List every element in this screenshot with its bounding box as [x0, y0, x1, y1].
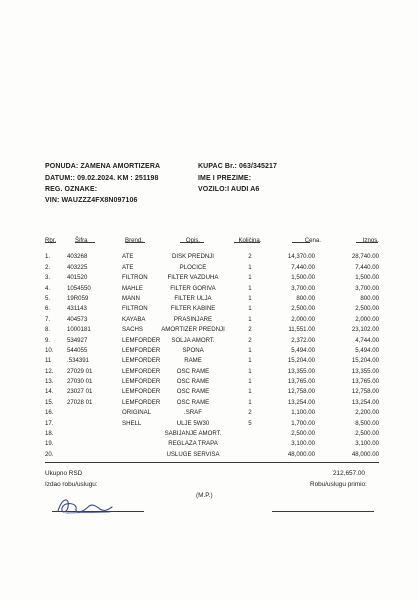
cell-sifra: 1000181	[67, 326, 91, 334]
cell-sifra: 534927	[67, 336, 88, 344]
table-row	[45, 304, 379, 314]
cell-rbr: 20.	[45, 450, 54, 458]
cell-iznos: 2,500.00	[355, 430, 379, 438]
cell-opis: FILTER GORIVA	[170, 284, 216, 292]
signature-image	[52, 493, 116, 517]
items-table	[45, 236, 379, 460]
cell-sifra: 401520	[67, 274, 88, 282]
cell-rbr: 3.	[45, 274, 51, 282]
cell-cena: 11,551.00	[288, 326, 315, 334]
issued-by-label: Izdao robu/uslugu:	[45, 481, 98, 488]
buyer-name-label: IME I PREZIME:	[198, 175, 252, 182]
cell-brend: ORIGINAL	[122, 409, 152, 417]
cell-iznos: 13,254.00	[351, 398, 379, 406]
cell-opis: AMORTIZER PREDNJI	[161, 326, 225, 334]
cell-brend: ATE	[122, 253, 134, 261]
cell-kolicina: 1	[248, 367, 252, 375]
receiver-signature-line	[272, 511, 374, 512]
cell-cena: 5,494.00	[291, 346, 315, 354]
cell-kolicina: 1	[248, 398, 252, 406]
table-row	[45, 284, 379, 294]
total-value: 212,657.00	[333, 470, 365, 477]
cell-kolicina: 1	[248, 378, 252, 386]
vin-line: VIN: WAUZZZ4FX8N097106	[45, 197, 138, 204]
cell-kolicina: 1	[248, 294, 252, 302]
table-row	[45, 419, 379, 429]
cell-rbr: 13.	[45, 378, 54, 386]
cell-cena: 15,204.00	[287, 357, 315, 365]
table-row	[45, 263, 379, 273]
cell-cena: 1,100.00	[291, 409, 315, 417]
cell-cena: 800.00	[296, 294, 315, 302]
date-mileage-line: DATUM:: 09.02.2024. KM : 251198	[45, 175, 159, 182]
table-header-row	[45, 236, 379, 246]
cell-cena: 13,355.00	[287, 367, 315, 375]
cell-rbr: 8.	[45, 326, 51, 334]
cell-brend: KAYABA	[122, 315, 146, 323]
cell-rbr: 6.	[45, 305, 51, 313]
table-row	[45, 336, 379, 346]
cell-rbr: 2.	[45, 263, 51, 271]
cell-kolicina: 1	[248, 315, 252, 323]
header-kolicina: Količina.	[238, 237, 262, 244]
cell-iznos: 2,200.00	[355, 409, 379, 417]
underline-iznos	[356, 242, 378, 243]
cell-brend: ATE	[122, 263, 134, 271]
cell-brend: LEMFORDER	[122, 346, 161, 354]
cell-sifra: 1054550	[67, 284, 91, 292]
cell-cena: 48,000.00	[287, 450, 315, 458]
cell-cena: 2,500.00	[291, 305, 315, 313]
cell-iznos: 12,758.00	[351, 388, 379, 396]
cell-rbr: 9.	[45, 336, 51, 344]
cell-kolicina: 2	[248, 253, 252, 261]
cell-iznos: 23,102.00	[351, 326, 379, 334]
cell-brend: LEMFORDER	[122, 367, 161, 375]
cell-brend: LEMFORDER	[122, 378, 161, 386]
cell-rbr: 10.	[45, 346, 54, 354]
cell-sifra: 27029 01	[67, 367, 93, 375]
underline-opis	[180, 242, 204, 243]
table-row	[45, 315, 379, 325]
cell-cena: 12,758.00	[287, 388, 315, 396]
table-row	[45, 387, 379, 397]
cell-iznos: 8,500.00	[355, 419, 379, 427]
cell-cena: 13,254.00	[287, 398, 315, 406]
cell-rbr: 7.	[45, 315, 51, 323]
header-iznos: Iznos.	[362, 237, 379, 244]
cell-opis: RAME	[184, 357, 202, 365]
cell-brend: FILTRON	[122, 305, 148, 313]
cell-brend: LEMFORDER	[122, 336, 161, 344]
table-row	[45, 367, 379, 377]
cell-brend: SHELL	[122, 419, 142, 427]
cell-iznos: 13,765.00	[351, 378, 379, 386]
cell-sifra: 431143	[67, 305, 87, 313]
cell-cena: 1,700.00	[291, 419, 315, 427]
cell-iznos: 3,100.00	[355, 440, 379, 448]
table-row	[45, 325, 379, 335]
cell-opis: PRASINJARE	[173, 315, 213, 323]
cell-rbr: 14.	[45, 388, 54, 396]
cell-opis: SPONA	[182, 346, 204, 354]
cell-brend: LEMFORDER	[122, 357, 161, 365]
cell-iznos: 5,494.00	[355, 346, 379, 354]
buyer-number: KUPAC Br.: 063/345217	[198, 163, 278, 170]
cell-sifra: 404573	[67, 315, 88, 323]
cell-cena: 1,500.00	[291, 274, 315, 282]
cell-cena: 2,500.00	[291, 430, 315, 438]
underline-rbr	[45, 242, 56, 243]
cell-iznos: 15,204.00	[351, 357, 379, 365]
table-row	[45, 429, 379, 439]
cell-kolicina: 1	[248, 305, 252, 313]
cell-iznos: 2,500.00	[355, 305, 379, 313]
cell-cena: 13,765.00	[287, 378, 315, 386]
cell-opis: .SRAF	[184, 409, 202, 417]
cell-opis: OSC RAME	[176, 378, 210, 386]
table-row	[45, 450, 379, 460]
table-row	[45, 356, 379, 366]
cell-cena: 3,100.00	[291, 440, 315, 448]
cell-iznos: 7,440.00	[355, 263, 379, 271]
cell-rbr: 18.	[45, 430, 54, 438]
cell-iznos: 48,000.00	[351, 450, 379, 458]
cell-cena: 14,370.00	[287, 253, 315, 261]
cell-brend: SACHS	[122, 326, 143, 334]
cell-kolicina: 1	[248, 284, 252, 292]
table-row	[45, 273, 379, 283]
cell-kolicina: 2	[248, 326, 252, 334]
cell-opis: FILTER KABINE	[170, 305, 216, 313]
cell-rbr: 17.	[45, 419, 54, 427]
cell-opis: OSC RAME	[176, 398, 210, 406]
cell-iznos: 1,500.00	[355, 274, 379, 282]
cell-cena: 3,700.00	[291, 284, 315, 292]
cell-kolicina: 2	[248, 409, 252, 417]
cell-opis: DISK PREDNJI	[172, 253, 214, 261]
cell-rbr: 19.	[45, 440, 54, 448]
cell-kolicina: 1	[248, 263, 252, 271]
cell-kolicina: 2	[248, 336, 252, 344]
cell-opis: PLOCICE	[179, 263, 207, 271]
cell-sifra: 27028 01	[67, 398, 93, 406]
header-opis: Opis.	[185, 237, 201, 244]
cell-opis: USLUGE SERVISA	[166, 450, 220, 458]
cell-opis: FILTER ULJA	[174, 294, 212, 302]
table-row	[45, 346, 379, 356]
registration-label: REG. OZNAKE:	[45, 186, 98, 193]
header-brend: Brend.	[125, 237, 143, 244]
table-row	[45, 294, 379, 304]
cell-iznos: 3,700.00	[355, 284, 379, 292]
header-rbr: Rbr.	[45, 237, 57, 244]
cell-brend: LEMFORDER	[122, 388, 161, 396]
table-row	[45, 377, 379, 387]
cell-rbr: 4.	[45, 284, 51, 292]
cell-opis: SOLJA AMORT.	[171, 336, 215, 344]
cell-rbr: 11	[45, 357, 52, 365]
table-body	[45, 252, 379, 460]
underline-kolicina	[234, 242, 260, 243]
cell-kolicina: 1	[248, 388, 252, 396]
cell-rbr: 15.	[45, 398, 54, 406]
cell-cena: 7,440.00	[291, 263, 315, 271]
received-by-label: Robu/uslugu primio:	[310, 481, 367, 488]
table-row	[45, 439, 379, 449]
cell-cena: 2,372.00	[291, 336, 315, 344]
cell-brend: FILTRON	[122, 274, 148, 282]
underline-sifra	[75, 242, 95, 243]
table-bottom-rule	[45, 462, 379, 463]
offer-title: PONUDA: ZAMENA AMORTIZERA	[45, 163, 161, 170]
cell-kolicina: 1	[248, 274, 252, 282]
header-sifra: Šifra	[75, 237, 88, 244]
cell-rbr: 16.	[45, 409, 54, 417]
cell-sifra: 403225	[67, 263, 88, 271]
underline-brend	[125, 242, 145, 243]
cell-iznos: 13,355.00	[351, 367, 379, 375]
cell-brend: MANN	[122, 294, 140, 302]
cell-opis: OSC RAME	[176, 388, 210, 396]
cell-sifra: 19R059	[67, 294, 89, 302]
vehicle-line: VOZILO:I AUDI A6	[198, 186, 260, 193]
cell-kolicina: 5	[248, 419, 252, 427]
cell-sifra: .534391	[67, 357, 90, 365]
total-label: Ukupno RSD	[45, 470, 83, 477]
cell-kolicina: 1	[248, 357, 252, 365]
cell-kolicina: 1	[248, 346, 252, 354]
cell-iznos: 28,740.00	[351, 253, 379, 261]
cell-sifra: 403268	[67, 253, 88, 261]
cell-brend: LEMFORDER	[122, 398, 161, 406]
cell-iznos: 800.00	[360, 294, 379, 302]
underline-cena	[292, 242, 310, 243]
cell-brend: MAHLE	[122, 284, 143, 292]
cell-rbr: 1.	[45, 253, 51, 261]
table-row	[45, 252, 379, 262]
cell-sifra: 544055	[67, 346, 88, 354]
cell-iznos: 2,000.00	[355, 315, 379, 323]
table-row	[45, 398, 379, 408]
table-row	[45, 408, 379, 418]
header-cena: Cena.	[304, 237, 321, 244]
cell-opis: OSC RAME	[176, 367, 210, 375]
cell-opis: ULJE 5W30	[176, 419, 210, 427]
cell-opis: FILTER VAZDUHA	[167, 274, 219, 282]
cell-sifra: 27030 01	[67, 378, 93, 386]
cell-opis: REGLAZA TRAPA	[168, 440, 218, 448]
cell-cena: 2,000.00	[291, 315, 315, 323]
cell-sifra: 23027 01	[67, 388, 93, 396]
cell-rbr: 12.	[45, 367, 54, 375]
stamp-label: (M.P.)	[196, 492, 213, 499]
cell-rbr: 5.	[45, 294, 51, 302]
cell-iznos: 4,744.00	[355, 336, 379, 344]
cell-opis: SABIJANJE AMORT.	[164, 430, 222, 438]
